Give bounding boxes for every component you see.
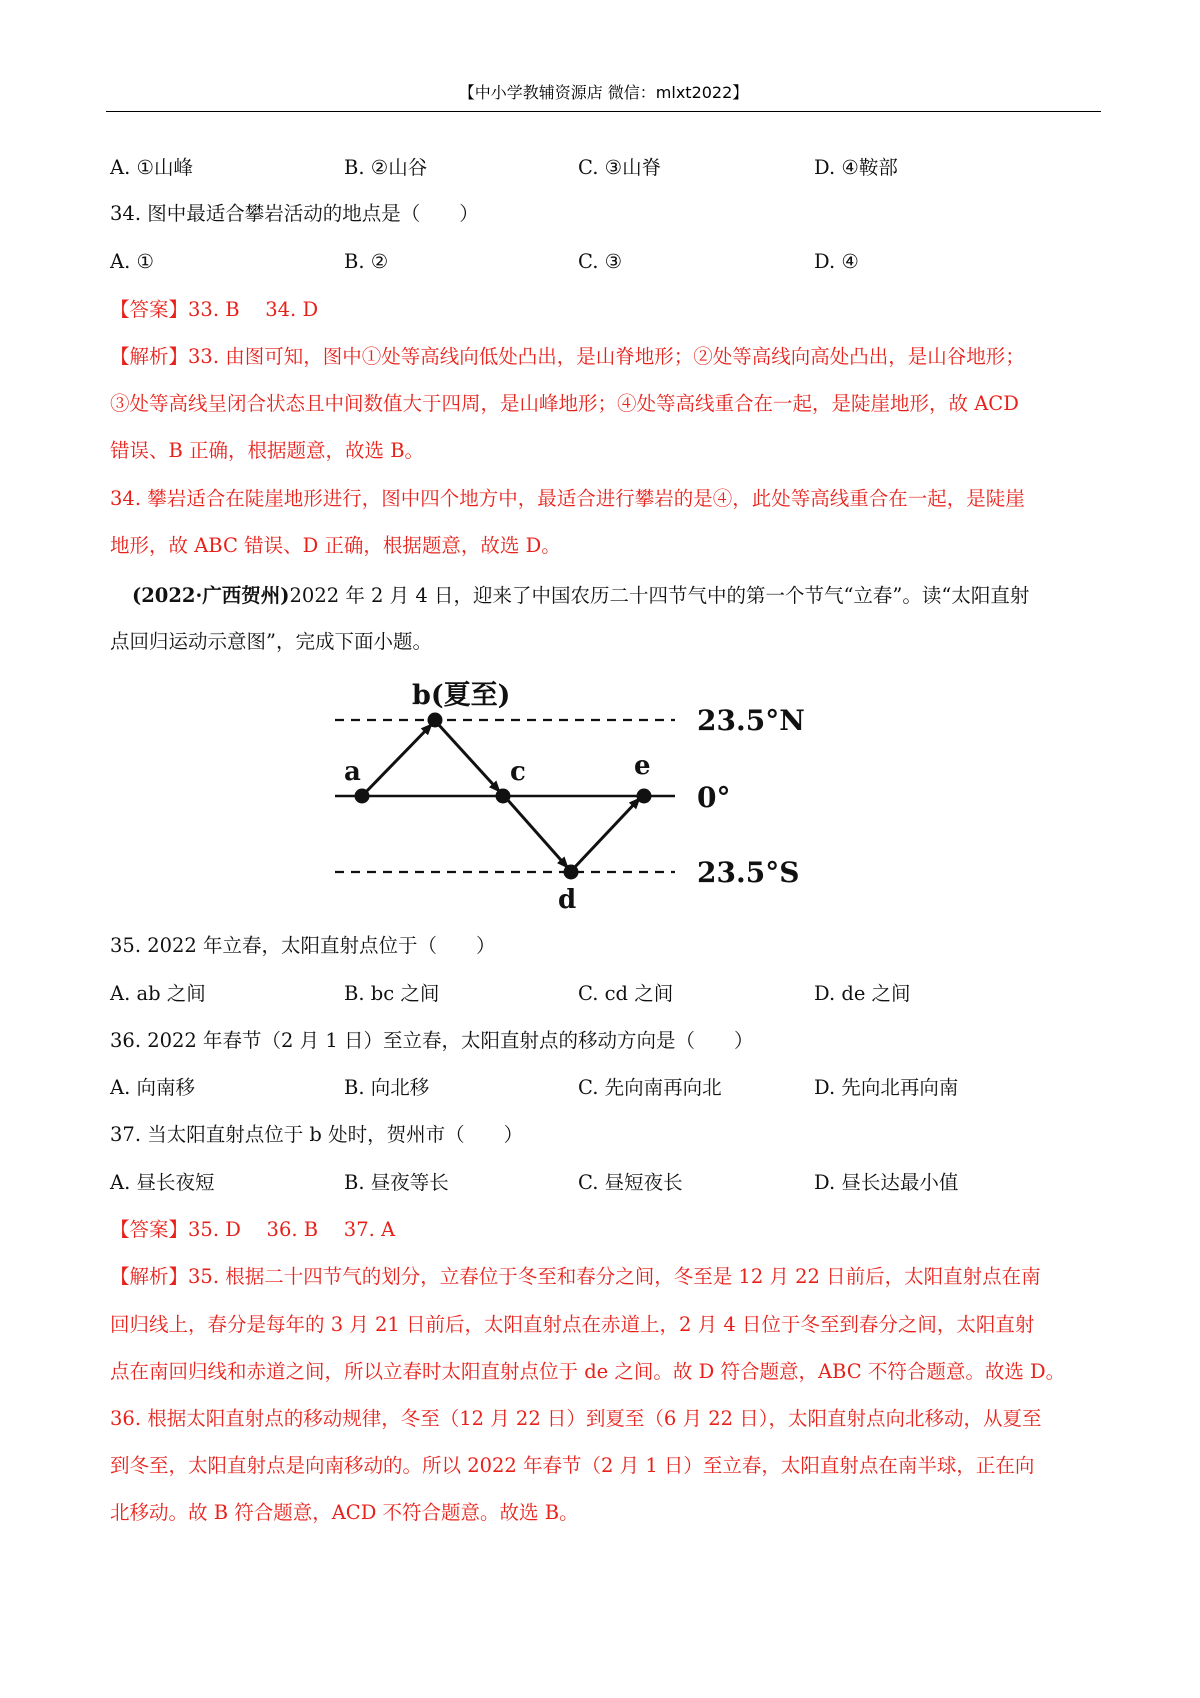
- group-intro-line-2: 点回归运动示意图”，完成下面小题。: [110, 630, 432, 653]
- lat-label-equator: 0°: [697, 781, 731, 814]
- q33-option-d[interactable]: D. ④鞍部: [814, 156, 898, 179]
- q33-option-a[interactable]: A. ①山峰: [110, 156, 193, 179]
- lat-label-south: 23.5°S: [697, 856, 800, 889]
- q37-option-d[interactable]: D. 昼长达最小值: [814, 1171, 959, 1194]
- point-d: [564, 865, 579, 880]
- q35-option-a[interactable]: A. ab 之间: [110, 982, 206, 1005]
- q35-option-c[interactable]: C. cd 之间: [578, 982, 674, 1005]
- point-e: [637, 789, 652, 804]
- q33-options: [110, 154, 1100, 182]
- source-tag: (2022·广西贺州): [132, 584, 290, 607]
- q35-stem: 35. 2022 年立春，太阳直射点位于（ ）: [110, 934, 496, 957]
- q36-option-a[interactable]: A. 向南移: [110, 1076, 195, 1099]
- q33-option-c[interactable]: C. ③山脊: [578, 156, 662, 179]
- point-b: [428, 713, 443, 728]
- group-intro-line-1: [132, 582, 1100, 610]
- point-c: [496, 789, 511, 804]
- arrow-a-b: [362, 724, 432, 796]
- label-c: c: [510, 757, 526, 787]
- analysis-2-line: 回归线上，春分是每年的 3 月 21 日前后，太阳直射点在赤道上，2 月 4 日位于冬至到春分之间，太阳直射: [110, 1313, 1035, 1336]
- analysis-2-line: 【解析】35. 根据二十四节气的划分，立春位于冬至和春分之间，冬至是 12 月 22 日前后，太阳直射点在南: [110, 1265, 1041, 1288]
- q34-option-c[interactable]: C. ③: [578, 250, 623, 273]
- q34-options: [110, 248, 1100, 276]
- point-a: [355, 789, 370, 804]
- answer-block-2: 【答案】35. D 36. B 37. A: [110, 1218, 396, 1241]
- q37-option-b[interactable]: B. 昼夜等长: [344, 1171, 449, 1194]
- q35-option-b[interactable]: B. bc 之间: [344, 982, 440, 1005]
- q35-options: [110, 980, 1100, 1008]
- label-e: e: [634, 751, 651, 781]
- analysis-1-line: 【解析】33. 由图可知，图中①处等高线向低处凸出，是山脊地形；②处等高线向高处凸出，是山谷地形；: [110, 345, 1025, 368]
- q37-option-a[interactable]: A. 昼长夜短: [110, 1171, 215, 1194]
- q34-stem: 34. 图中最适合攀岩活动的地点是（ ）: [110, 202, 479, 225]
- analysis-2-line: 36. 根据太阳直射点的移动规律，冬至（12 月 22 日）到夏至（6 月 22 日），太阳直射点向北移动，从夏至: [110, 1407, 1042, 1430]
- arrow-b-c: [438, 724, 500, 792]
- intro-text: 2022 年 2 月 4 日，迎来了中国农历二十四节气中的第一个节气“立春”。读“太阳直射: [289, 584, 1030, 607]
- q34-option-d[interactable]: D. ④: [814, 250, 859, 273]
- solar-migration-diagram: [320, 668, 840, 918]
- q37-option-c[interactable]: C. 昼短夜长: [578, 1171, 683, 1194]
- analysis-1-line: 地形，故 ABC 错误、D 正确，根据题意，故选 D。: [110, 534, 561, 557]
- header-divider: [106, 111, 1101, 112]
- q34-option-a[interactable]: A. ①: [110, 250, 154, 273]
- q36-option-c[interactable]: C. 先向南再向北: [578, 1076, 722, 1099]
- lat-label-north: 23.5°N: [697, 704, 805, 737]
- arrow-d-e: [574, 798, 640, 868]
- page-header: 【中小学教辅资源店 微信：mlxt2022】: [458, 83, 749, 102]
- analysis-2-line: 点在南回归线和赤道之间，所以立春时太阳直射点位于 de 之间。故 D 符合题意，ABC 不符合题意。故选 D。: [110, 1360, 1066, 1383]
- q37-stem: 37. 当太阳直射点位于 b 处时，贺州市（ ）: [110, 1123, 524, 1146]
- arrow-c-d: [506, 798, 568, 868]
- analysis-2-line: 北移动。故 B 符合题意，ACD 不符合题意。故选 B。: [110, 1501, 579, 1524]
- analysis-1-line: 34. 攀岩适合在陡崖地形进行，图中四个地方中，最适合进行攀岩的是④，此处等高线重合在一起，是陡崖: [110, 487, 1025, 510]
- q36-options: [110, 1074, 1100, 1102]
- q34-option-b[interactable]: B. ②: [344, 250, 389, 273]
- q36-stem: 36. 2022 年春节（2 月 1 日）至立春，太阳直射点的移动方向是（ ）: [110, 1029, 754, 1052]
- q37-options: [110, 1169, 1100, 1197]
- analysis-1-line: 错误、B 正确，根据题意，故选 B。: [110, 439, 425, 462]
- label-a: a: [344, 757, 361, 787]
- q36-option-d[interactable]: D. 先向北再向南: [814, 1076, 959, 1099]
- answer-block-1: 【答案】33. B 34. D: [110, 298, 319, 321]
- label-b: b(夏至): [412, 680, 511, 711]
- q36-option-b[interactable]: B. 向北移: [344, 1076, 430, 1099]
- analysis-1-line: ③处等高线呈闭合状态且中间数值大于四周，是山峰地形；④处等高线重合在一起，是陡崖地形，故 ACD: [110, 392, 1019, 415]
- analysis-2-line: 到冬至，太阳直射点是向南移动的。所以 2022 年春节（2 月 1 日）至立春，太阳直射点在南半球，正在向: [110, 1454, 1035, 1477]
- q35-option-d[interactable]: D. de 之间: [814, 982, 911, 1005]
- q33-option-b[interactable]: B. ②山谷: [344, 156, 428, 179]
- label-d: d: [558, 885, 577, 915]
